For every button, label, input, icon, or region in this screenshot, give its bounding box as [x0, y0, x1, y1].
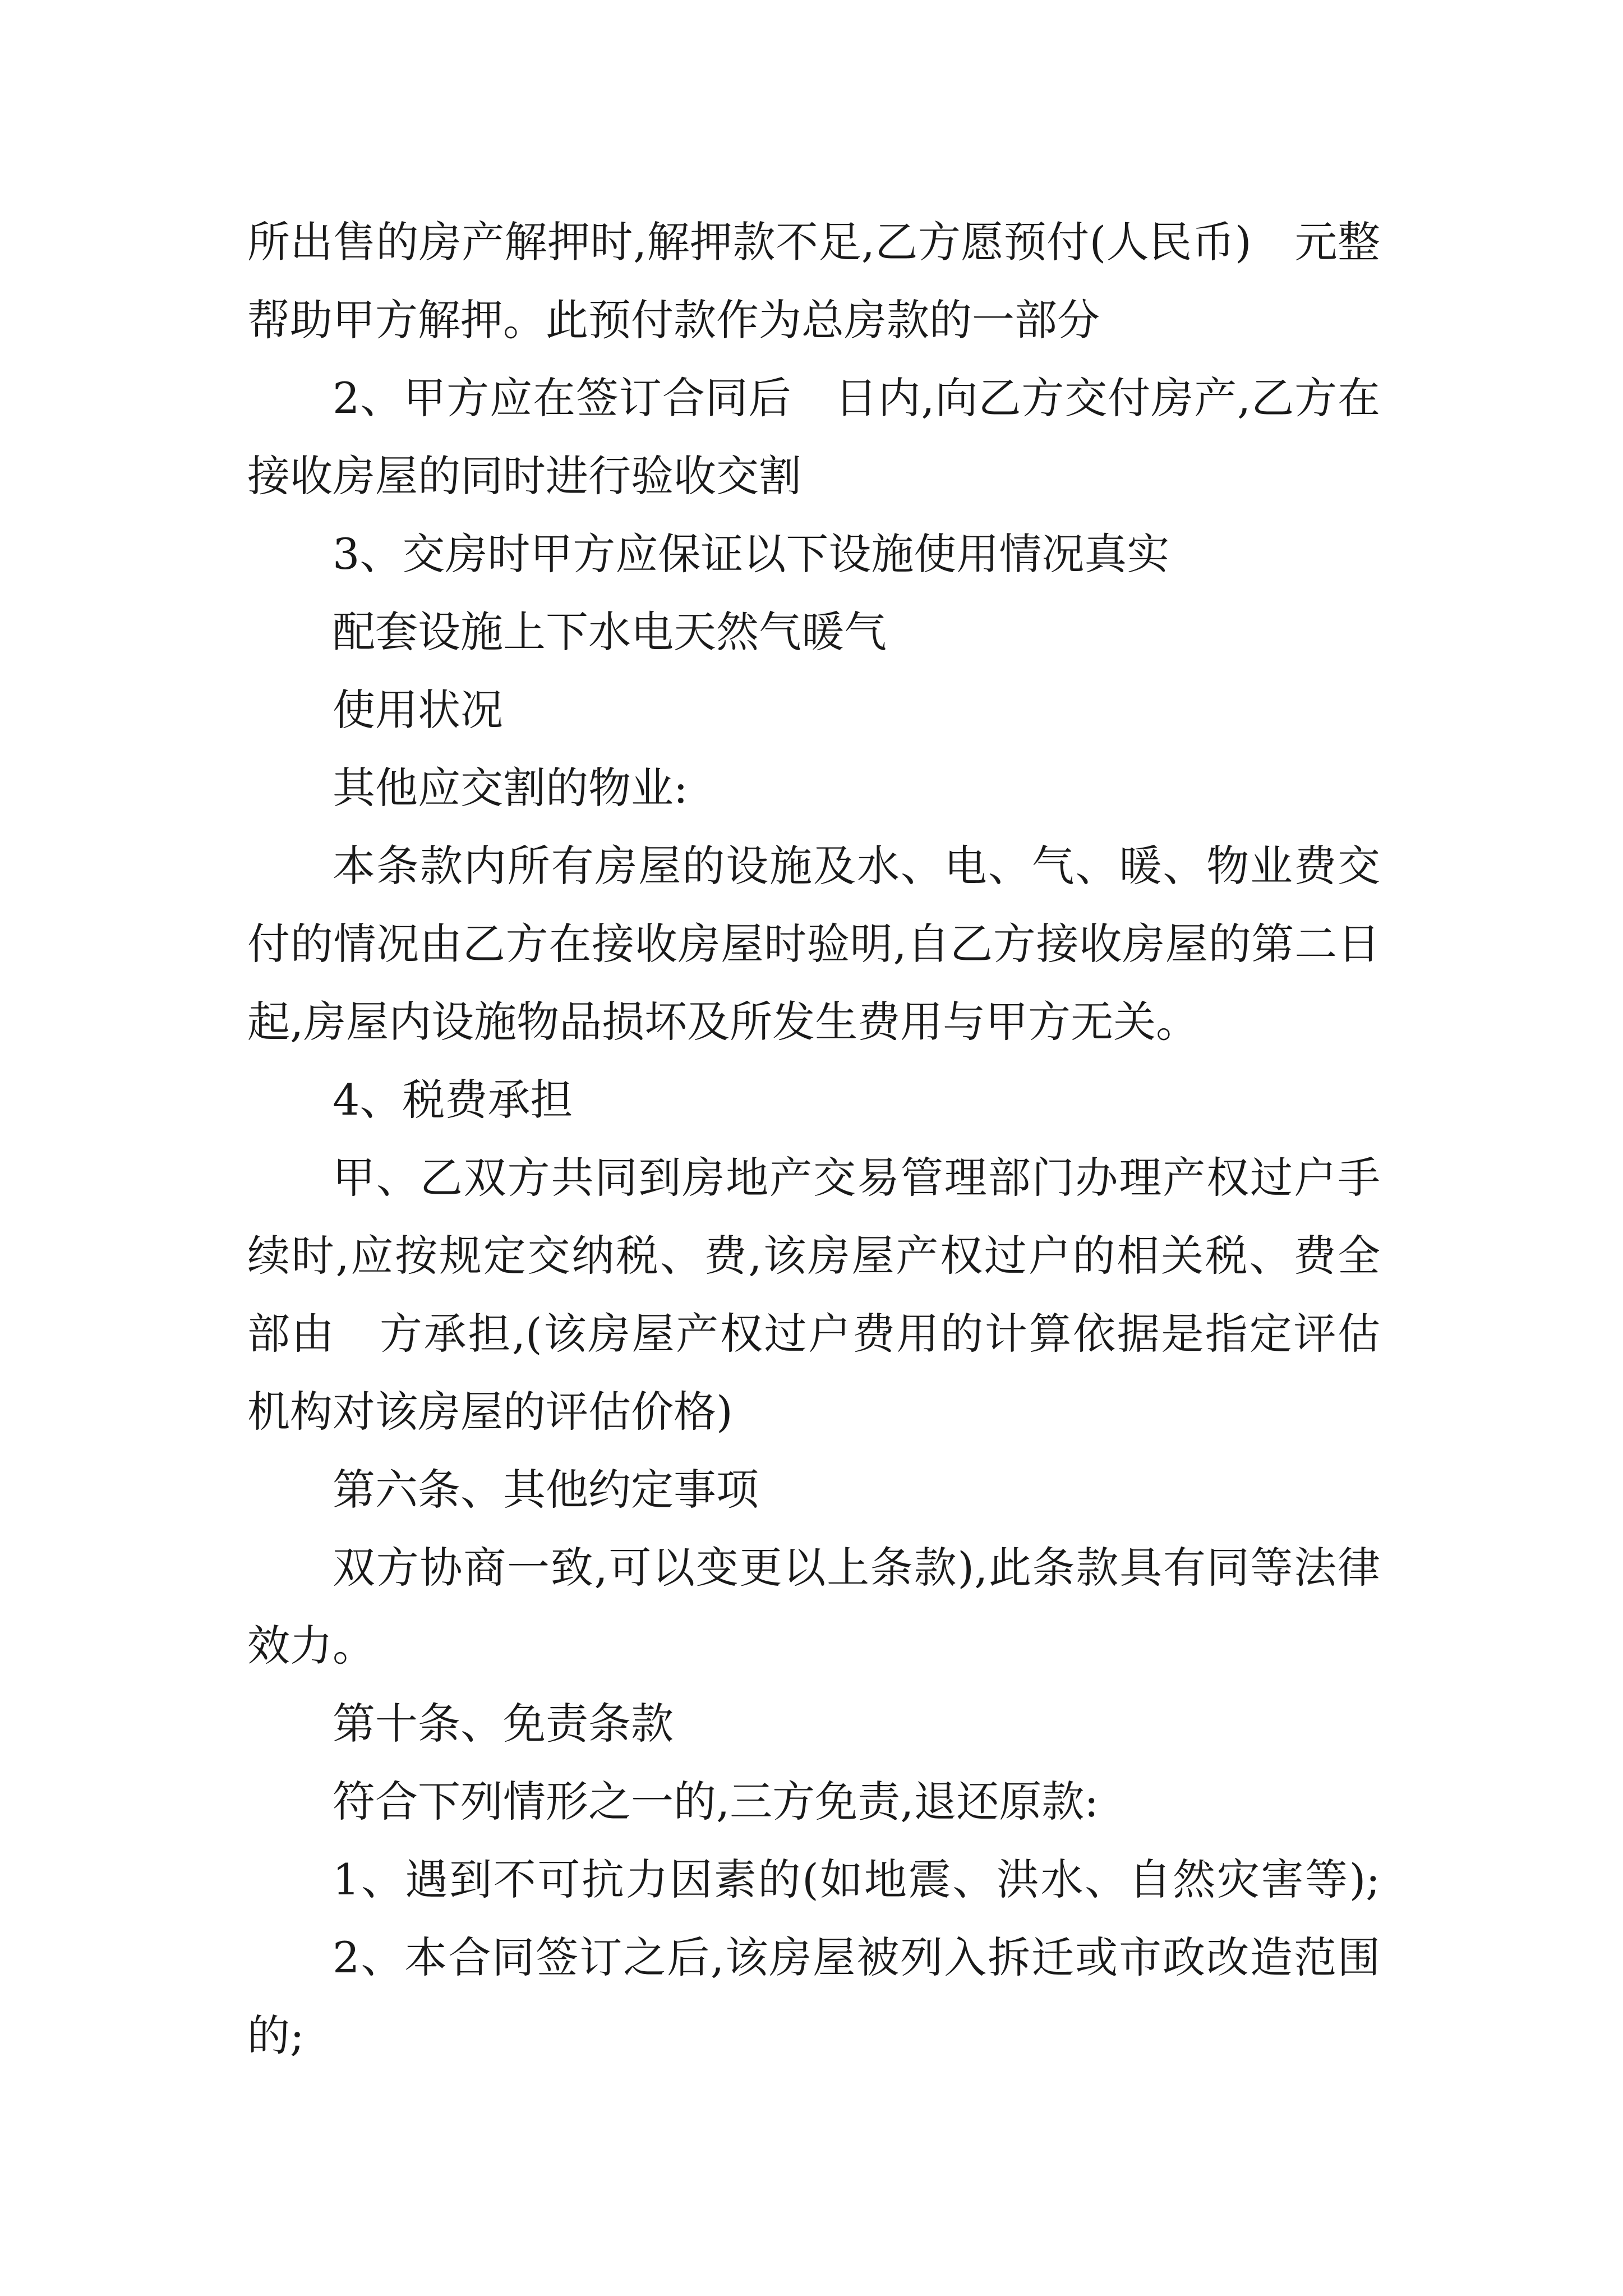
paragraph-exemption-intro: 符合下列情形之一的,三方免责,退还原款:: [333, 1777, 1099, 1826]
document-body: [247, 203, 1380, 2074]
paragraph-facilities-guarantee: 3、交房时甲方应保证以下设施使用情况真实: [333, 529, 1170, 579]
section-heading-other-matters: 第六条、其他约定事项: [333, 1465, 759, 1515]
paragraph-usage-status: 使用状况: [333, 685, 503, 735]
list-item-force-majeure: 1、遇到不可抗力因素的(如地震、洪水、自然灾害等);: [333, 1855, 1380, 1904]
paragraph-other-property: 其他应交割的物业:: [333, 763, 688, 813]
list-item-demolition: 2、本合同签订之后,该房屋被列入拆迁或市政改造范围的;: [247, 1932, 1380, 2060]
paragraph-amendment: 双方协商一致,可以变更以上条款),此条款具有同等法律效力。: [247, 1543, 1380, 1671]
paragraph-facilities-list: 配套设施上下水电天然气暖气: [333, 607, 887, 657]
paragraph-tax-heading: 4、税费承担: [333, 1075, 573, 1125]
paragraph-facilities-clause: 本条款内所有房屋的设施及水、电、气、暖、物业费交付的情况由乙方在接收房屋时验明,自乙方接收房屋的第二日起,房屋内设施物品损坏及所发生费用与甲方无关。: [247, 841, 1380, 1047]
paragraph-prepayment: 所出售的房产解押时,解押款不足,乙方愿预付(人民币) 元整帮助甲方解押。此预付款作为总房款的一部分: [247, 217, 1380, 345]
paragraph-handover-deadline: 2、甲方应在签订合同后 日内,向乙方交付房产,乙方在接收房屋的同时进行验收交割: [247, 373, 1380, 501]
section-heading-exemption: 第十条、免责条款: [333, 1699, 674, 1749]
paragraph-tax-clause: 甲、乙双方共同到房地产交易管理部门办理产权过户手续时,应按规定交纳税、费,该房屋产权过户的相关税、费全部由 方承担,(该房屋产权过户费用的计算依据是指定评估机构对该房屋的评估价格): [247, 1153, 1380, 1437]
